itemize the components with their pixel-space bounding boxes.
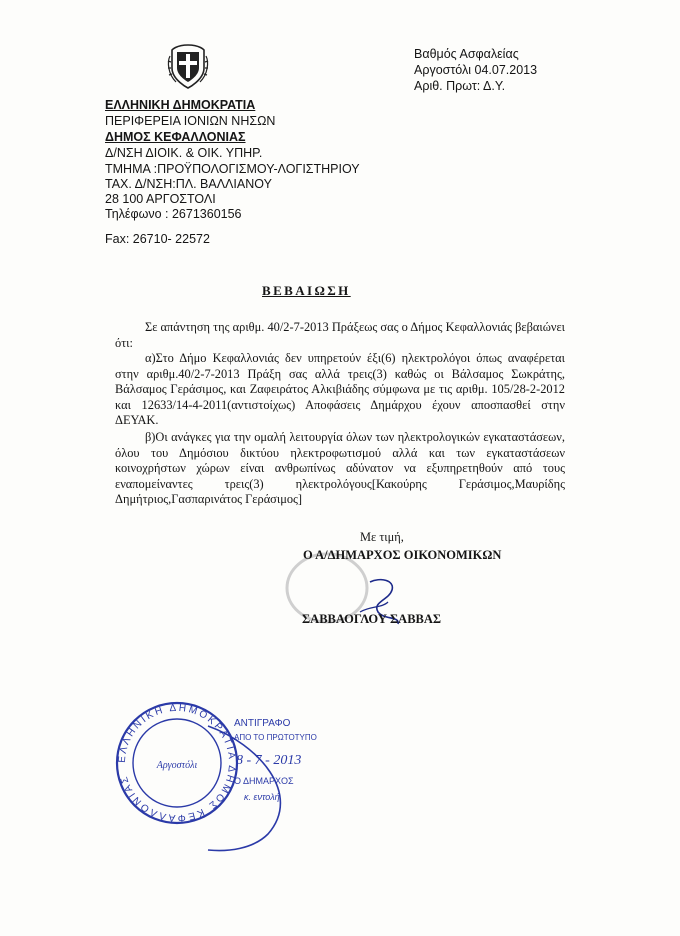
- copy-stamp-date: 8 - 7 - 2013: [236, 753, 302, 768]
- sender-country: ΕΛΛΗΝΙΚΗ ΔΗΜΟΚΡΑΤΙΑ: [105, 98, 256, 112]
- round-stamp-inner-text: Αργοστόλι: [156, 760, 198, 771]
- sender-directorate: Δ/ΝΣΗ ΔΙΟΙΚ. & ΟΙΚ. ΥΠΗΡ.: [105, 146, 263, 160]
- signatory-role: Ο Α/ΔΗΜΑΡΧΟΣ ΟΙΚΟΝΟΜΙΚΩΝ: [303, 548, 502, 562]
- copy-stamp-line-4: Ο ΔΗΜΑΡΧΟΣ: [234, 776, 294, 786]
- sender-municipality: ΔΗΜΟΣ ΚΕΦΑΛΛΟΝΙΑΣ: [105, 130, 246, 144]
- signatory-name: ΣΑΒΒΑΟΓΛΟΥ ΣΑΒΒΑΣ: [302, 612, 442, 626]
- protocol-number: Αριθ. Πρωτ: Δ.Υ.: [414, 79, 506, 93]
- point-b-paragraph: [115, 430, 565, 508]
- sender-fax: Fax: 26710- 22572: [105, 232, 210, 246]
- round-stamp-text: ΕΛΛΗΝΙΚΗ ΔΗΜΟΚΡΑΤΙΑ ΔΗΜΟΣ ΚΕΦΑΛΛΟΝΙΑΣ: [116, 702, 238, 824]
- copy-stamp-line-2: ΑΠΟ ΤΟ ΠΡΩΤΟΤΥΠΟ: [234, 733, 317, 742]
- document-title: ΒΕΒΑΙΩΣΗ: [262, 283, 351, 298]
- sender-postcode: 28 100 ΑΡΓΟΣΤΟΛΙ: [105, 192, 216, 206]
- copy-stamp-line-5: κ. εντολή: [244, 792, 280, 802]
- pen-stroke: [198, 724, 308, 854]
- place-date: Αργοστόλι 04.07.2013: [414, 63, 538, 77]
- sender-region: ΠΕΡΙΦΕΡΕΙΑ ΙΟΝΙΩΝ ΝΗΣΩΝ: [105, 114, 276, 128]
- point-b-text: β)Οι ανάγκες για την ομαλή λειτουργία όλων των ηλεκτρολογικών εγκαταστάσεων, όλου του Δημόσιου δικτύου ηλεκτροφωτισμού αλλά και των εγκαταστάσεων κοινοχρήστων χώρων είναι ανθρωπίνως αδύνατον να εξυπηρετηθούν από τους εναπομείναντες τρεις(3) ηλεκτρολόγους[Κακούρης Γεράσιμος,Μαυρίδης Δημήτριος,Γασπαρινάτος Γεράσιμος]: [115, 430, 565, 507]
- copy-stamp-line-1: ΑΝΤΙΓΡΑΦΟ: [234, 718, 291, 729]
- point-a-text: α)Στο Δήμο Κεφαλλονιάς δεν υπηρετούν έξι(6) ηλεκτρολόγοι όπως αναφέρεται στην αριθμ.40/2-7-2013 Πράξη σας αλλά τρεις(3) καθώς οι Βάλσαμος Σωκράτης, Βάλσαμος Γεράσιμος, και Ζαφειράτος Αλκιβιάδης σύμφωνα με τις αριθμ. 105/28-2-2012 και 12633/14-4-2011(αντιστοίχως) Αποφάσεις Δημάρχου έχουν αποσπασθεί στην ΔΕΥΑΚ.: [115, 351, 565, 428]
- security-grade: Βαθμός Ασφαλείας: [414, 47, 519, 61]
- sender-department: ΤΜΗΜΑ :ΠΡΟΫΠΟΛΟΓΙΣΜΟΥ-ΛΟΓΙΣΤΗΡΙΟΥ: [105, 162, 360, 176]
- closing-regards: Με τιμή,: [360, 530, 404, 544]
- point-a-paragraph: [115, 351, 565, 429]
- intro-paragraph: [115, 320, 565, 351]
- coat-of-arms-emblem: [166, 42, 210, 92]
- sender-phone: Τηλέφωνο : 2671360156: [105, 207, 242, 221]
- sender-address: ΤΑΧ. Δ/ΝΣΗ:ΠΛ. ΒΑΛΛΙΑΝΟΥ: [105, 177, 272, 191]
- intro-text: Σε απάντηση της αριθμ. 40/2-7-2013 Πράξεως σας ο Δήμος Κεφαλλονιάς βεβαιώνει ότι:: [115, 320, 565, 350]
